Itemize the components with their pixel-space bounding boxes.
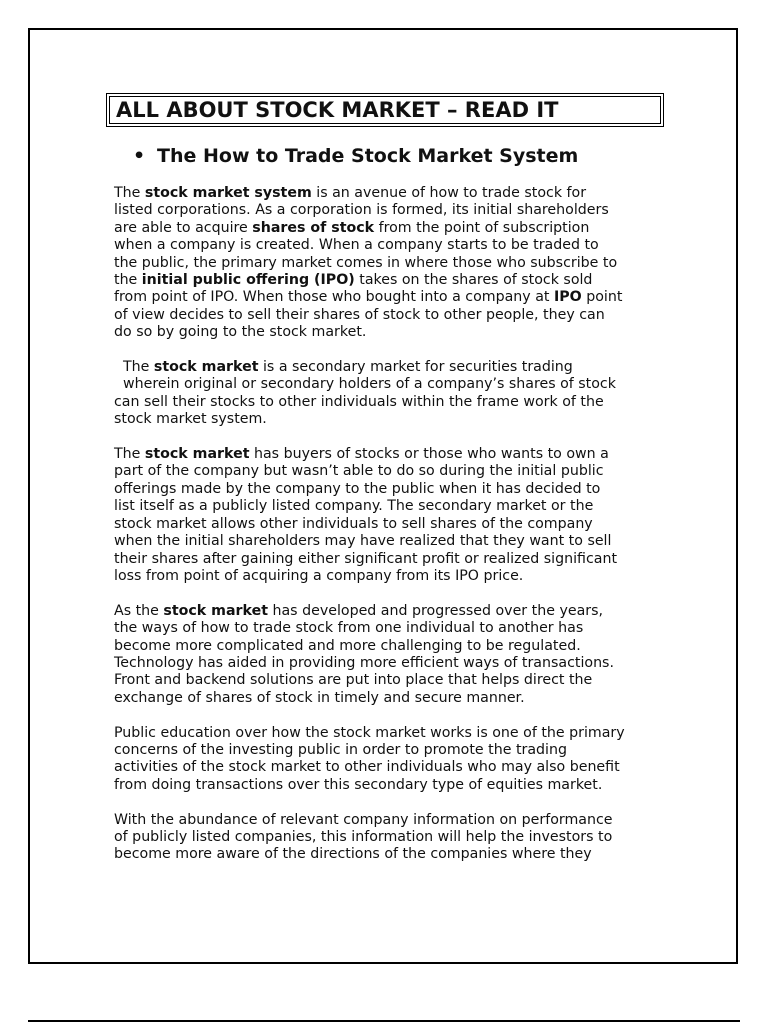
text-run: stock market allows other individuals to sell shares of the company xyxy=(114,515,593,532)
text-run: do so by going to the stock market. xyxy=(114,324,367,341)
text-run: their shares after gaining either significant profit or realized significant xyxy=(114,550,618,567)
text-run: The xyxy=(114,446,145,463)
text-run: is a secondary market for securities trading xyxy=(258,359,573,376)
bold-term: shares of stock xyxy=(252,219,375,236)
text-line xyxy=(114,220,674,237)
text-line xyxy=(114,759,674,776)
text-run: from point of IPO. When those who bought into a company at xyxy=(114,289,554,306)
text-line xyxy=(114,324,674,341)
text-line xyxy=(114,411,674,428)
paragraph xyxy=(114,812,674,864)
text-line xyxy=(114,202,674,219)
text-line xyxy=(114,516,674,533)
text-line xyxy=(114,672,674,689)
text-run: of view decides to sell their shares of stock to other people, they can xyxy=(114,306,605,323)
text-line xyxy=(114,777,674,794)
paragraph xyxy=(114,185,674,342)
text-run: stock market system. xyxy=(114,411,267,428)
bold-term: stock market xyxy=(163,602,268,619)
text-line xyxy=(114,237,674,254)
page-title: ALL ABOUT STOCK MARKET – READ IT xyxy=(109,96,661,124)
text-run: Public education over how the stock market works is one of the primary xyxy=(114,724,625,741)
bold-term: stock market system xyxy=(144,185,312,201)
text-line xyxy=(114,568,674,585)
text-run: of publicly listed companies, this information will help the investors to xyxy=(114,828,613,845)
text-line xyxy=(114,533,674,550)
text-run: With the abundance of relevant company information on performance xyxy=(114,811,613,828)
text-run: the ways of how to trade stock from one individual to another has xyxy=(114,620,584,637)
paragraph xyxy=(114,446,674,585)
text-run: from the point of subscription xyxy=(374,219,590,236)
text-run: wherein original or secondary holders of a company’s shares of stock xyxy=(123,376,616,393)
text-line xyxy=(114,463,674,480)
paragraph xyxy=(114,725,674,795)
text-run: when a company is created. When a company starts to be traded to xyxy=(114,237,599,254)
text-line xyxy=(114,829,674,846)
bullet-icon: • xyxy=(133,145,146,167)
text-line xyxy=(114,638,674,655)
text-line xyxy=(114,394,674,411)
text-line xyxy=(114,307,674,324)
text-run: The xyxy=(114,185,145,201)
text-line xyxy=(114,255,674,272)
bold-term: IPO xyxy=(553,289,582,306)
paragraph xyxy=(114,603,674,707)
text-line xyxy=(114,603,674,620)
text-run: has developed and progressed over the years, xyxy=(267,602,603,619)
text-line xyxy=(114,376,674,393)
text-line xyxy=(114,446,674,463)
text-run: point xyxy=(581,289,623,306)
text-line xyxy=(114,725,674,742)
document-page xyxy=(28,28,738,964)
text-line xyxy=(114,812,674,829)
bold-term: stock market xyxy=(144,446,250,463)
text-run: exchange of shares of stock in timely and secure manner. xyxy=(114,689,525,706)
text-line xyxy=(114,846,674,863)
text-run: takes on the shares of stock sold xyxy=(354,272,593,289)
text-line xyxy=(114,742,674,759)
text-run: when the initial shareholders may have realized that they want to sell xyxy=(114,533,612,550)
text-run: concerns of the investing public in order to promote the trading xyxy=(114,741,567,758)
text-run: Technology has aided in providing more efficient ways of transactions. xyxy=(114,654,614,671)
bold-term: stock market xyxy=(153,359,259,376)
text-run: part of the company but wasn’t able to do so during the initial public xyxy=(114,463,604,480)
text-run: become more aware of the directions of the companies where they xyxy=(114,846,592,863)
text-run: The xyxy=(123,359,154,376)
body-text xyxy=(114,185,674,881)
paragraph xyxy=(114,359,674,429)
text-run: offerings made by the company to the public when it has decided to xyxy=(114,480,601,497)
section-heading-text: The How to Trade Stock Market System xyxy=(157,145,579,167)
text-line xyxy=(114,655,674,672)
text-line xyxy=(114,289,674,306)
page-divider xyxy=(28,1020,740,1022)
text-run: Front and backend solutions are put into place that helps direct the xyxy=(114,672,593,689)
text-run: listed corporations. As a corporation is formed, its initial shareholders xyxy=(114,202,609,219)
text-run: the public, the primary market comes in where those who subscribe to xyxy=(114,254,618,271)
text-run: from doing transactions over this secondary type of equities market. xyxy=(114,776,603,793)
text-line xyxy=(114,498,674,515)
text-line xyxy=(114,359,674,376)
text-run: the xyxy=(114,272,142,289)
text-run: has buyers of stocks or those who wants to own a xyxy=(249,446,609,463)
text-line xyxy=(114,185,674,202)
text-run: activities of the stock market to other individuals who may also benefit xyxy=(114,759,620,776)
text-line xyxy=(114,620,674,637)
text-run: can sell their stocks to other individuals within the frame work of the xyxy=(114,393,604,410)
bold-term: initial public offering (IPO) xyxy=(141,272,355,289)
text-run: list itself as a publicly listed company. The secondary market or the xyxy=(114,498,594,515)
text-line xyxy=(114,272,674,289)
text-run: loss from point of acquiring a company from its IPO price. xyxy=(114,567,524,584)
text-line xyxy=(114,690,674,707)
text-run: are able to acquire xyxy=(114,219,253,236)
section-heading xyxy=(133,144,578,168)
text-run: is an avenue of how to trade stock for xyxy=(311,185,587,201)
title-box xyxy=(106,93,664,127)
text-run: become more complicated and more challenging to be regulated. xyxy=(114,637,581,654)
text-line xyxy=(114,551,674,568)
text-run: As the xyxy=(114,602,164,619)
text-line xyxy=(114,481,674,498)
